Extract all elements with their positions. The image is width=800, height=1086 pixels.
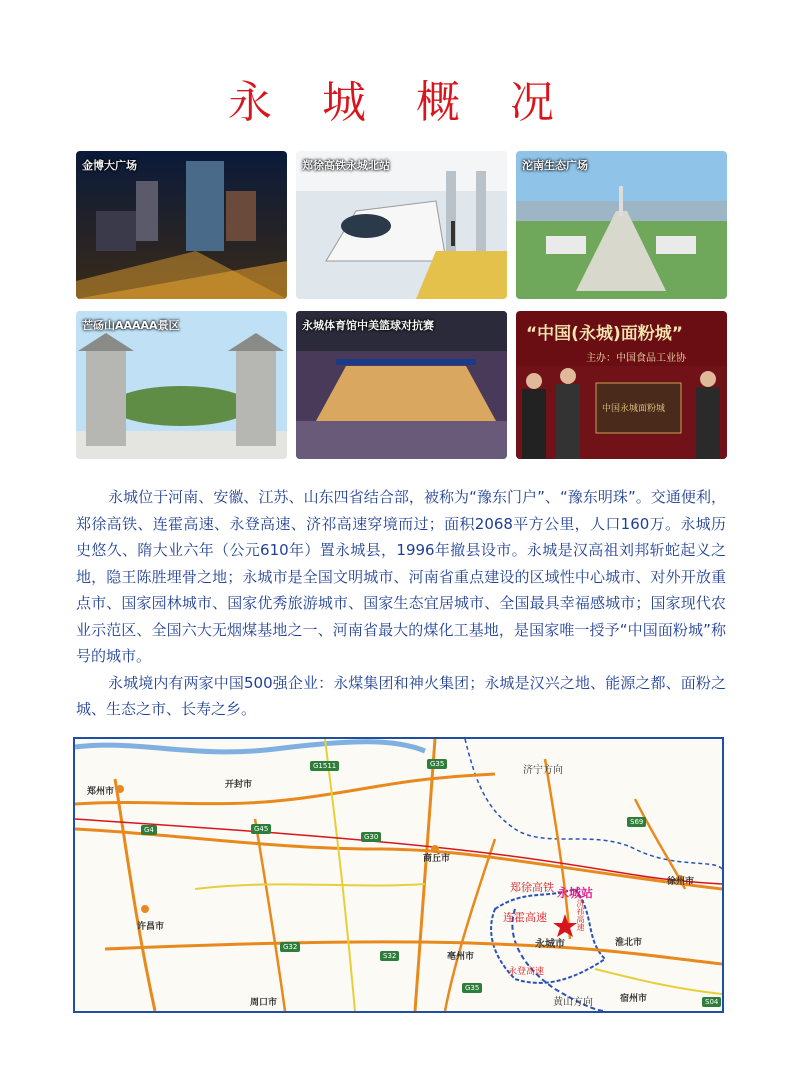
photo-jinbo-plaza [76,151,287,299]
highway-shield: G35 [427,759,447,769]
photo-basketball-arena [296,311,507,459]
city-label: 周口市 [250,998,278,1008]
highway-shield: S69 [627,817,646,827]
highway-shield: S32 [380,951,399,961]
city-label: 淮北市 [615,938,643,948]
intro-paragraph: 永城位于河南、安徽、江苏、山东四省结合部，被称为“豫东门户”、“豫东明珠”。交通便利，郑徐高铁、连霍高速、永登高速、济祁高速穿境而过；面积2068平方公里，人口160万。永城历史悠久、隋大业六年（公元610年）置永城县，1996年撤县设市。永城是汉高祖刘邦斩蛇起义之地，隐王陈胜埋骨之地；永城市是全国文明城市、河南省重点建设的区域性中心城市、对外开放重点市、国家园林城市、国家优秀旅游城市、国家生态宜居城市、全国最具幸福感城市；国家现代农业示范区、全国六大无烟煤基地之一、河南省最大的煤化工基地，是国家唯一授予“中国面粉城”称号的城市。 [76,488,726,665]
highway-shield: S04 [702,997,721,1007]
photo-mangdang-mountain [76,311,287,459]
direction-label: 济宁方向 [523,765,563,776]
city-label: 商丘市 [423,854,451,864]
map-roads [75,739,722,1011]
photo-caption: 沱南生态广场 [522,159,588,172]
city-label: 宿州市 [620,994,648,1004]
highway-shield: G4 [141,825,157,835]
square-image [516,151,727,299]
ceremony-banner: “中国(永城)面粉城” [526,324,683,344]
train-image [296,151,507,299]
page-title: 永 城 概 况 [228,77,572,128]
city-label: 永城市 [535,939,565,950]
photo-caption: 金博大广场 [82,159,137,172]
highway-shield: G30 [361,832,381,842]
expressway-label: 济祁高速 [576,899,585,931]
city-label: 亳州市 [447,952,475,962]
ceremony-plaque: 中国永城面粉城 [602,404,666,414]
highway-shield: G32 [280,942,300,952]
station-label: 永城站 [557,886,594,900]
gate-image [76,311,287,459]
ceremony-subtitle: 主办：中国食品工业协 [586,353,686,364]
intro-paragraph: 永城境内有两家中国500强企业：永煤集团和神火集团；永城是汉兴之地、能源之都、面粉之城、生态之市、长寿之乡。 [76,673,726,718]
photo-caption: 芒砀山AAAAA景区 [82,319,180,332]
city-label: 郑州市 [87,787,115,797]
photo-railway-station [296,151,507,299]
city-label: 许昌市 [137,922,165,932]
city-label: 徐州市 [667,877,695,887]
photo-tuonan-square [516,151,727,299]
location-map [73,737,724,1013]
arena-image [296,311,507,459]
highway-shield: G45 [251,824,271,834]
photo-caption: 郑徐高铁永城北站 [302,159,390,172]
intro-text [76,484,726,723]
rail-label: 郑徐高铁 [510,881,554,894]
ceremony-people [516,311,727,459]
city-label: 开封市 [225,780,253,790]
expressway-label: 永登高速 [508,967,545,977]
expressway-label: 连霍高速 [503,911,547,924]
photo-flour-city-ceremony [516,311,727,459]
highway-shield: G35 [462,983,482,993]
direction-label: 黄山方向 [553,997,593,1008]
photo-caption: 永城体育馆中美篮球对抗赛 [302,319,434,332]
highway-shield: G1511 [310,761,339,771]
night-city-image [76,151,287,299]
